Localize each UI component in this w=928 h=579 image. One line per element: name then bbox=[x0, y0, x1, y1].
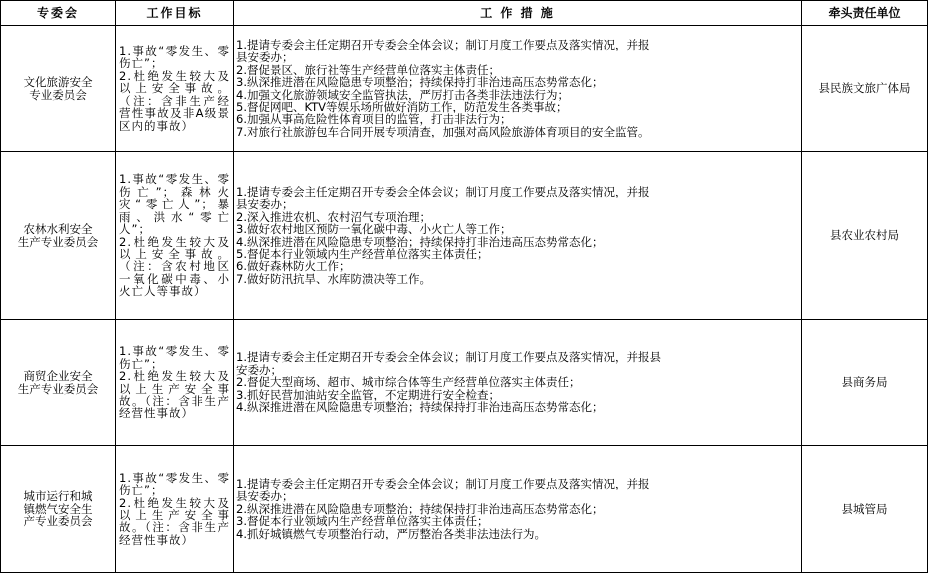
header-committee: 专委会 bbox=[1, 1, 116, 26]
measure-item: 7.对旅行社旅游包车合同开展专项清查，加强对高风险旅游体育项目的安全监管。 bbox=[236, 125, 650, 139]
measure-item: 3.抓好民营加油站安全监管，不定期进行安全检查； bbox=[236, 388, 500, 402]
lead-unit-cell: 县城管局 bbox=[802, 446, 928, 573]
table-row bbox=[1, 26, 928, 152]
committee-name-line: 城市运行和城 bbox=[23, 490, 93, 503]
measures-cell bbox=[234, 446, 802, 573]
goal-item: 1.事故“零发生、零伤亡”； bbox=[119, 344, 230, 371]
committee-cell bbox=[1, 26, 116, 152]
measure-item: 安委办； bbox=[236, 363, 282, 377]
header-measures: 工 作 措 施 bbox=[234, 1, 802, 26]
measure-item: 3.纵深推进潜在风险隐患专项整治；持续保持打非治违高压态势常态化； bbox=[236, 76, 604, 89]
goal-item: 1.事故“零发生、零伤亡”；森林火灾“零亡人”；暴雨、洪水“零亡人”； bbox=[119, 172, 230, 237]
goal-item: 1.事故“零发生、零伤亡”； bbox=[119, 470, 230, 498]
goal-cell bbox=[116, 26, 234, 152]
measure-item: 1.提请专委会主任定期召开专委会全体会议；制订月度工作要点及落实情况，并报 bbox=[236, 38, 650, 52]
measure-item: 1.提请专委会主任定期召开专委会全体会议；制订月度工作要点及落实情况，并报 bbox=[236, 185, 650, 199]
table-row bbox=[1, 152, 928, 320]
measure-item: 6.做好森林防火工作； bbox=[236, 260, 351, 273]
goal-item: 2.杜绝发生较大及以上生产安全事故。（注：含非生产经营性事故） bbox=[119, 369, 230, 421]
measure-item: 4.抓好城镇燃气专项整治行动，严厉整治各类非法违法行为。 bbox=[236, 527, 546, 541]
committee-name-line: 生产专业委员会 bbox=[17, 235, 99, 248]
measures-cell bbox=[234, 26, 802, 152]
measure-item: 5.督促本行业领域内生产经营单位落实主体责任； bbox=[236, 247, 489, 261]
measure-item: 4.纵深推进潜在风险隐患专项整治；持续保持打非治违高压态势常态化； bbox=[236, 235, 604, 248]
table-row bbox=[1, 446, 928, 573]
measure-item: 2.深入推进农机、农村沼气专项治理； bbox=[236, 210, 431, 224]
measure-item: 3.督促本行业领域内生产经营单位落实主体责任； bbox=[236, 515, 489, 528]
measure-item: 5.督促网吧、KTV等娱乐场所做好消防工作，防范发生各类事故； bbox=[236, 100, 568, 114]
goal-item: 2.杜绝发生较大及以上安全事故。（注：含非生产经营性事故及非A级景区内的事故） bbox=[119, 68, 230, 133]
lead-unit-cell: 县民族文旅广体局 bbox=[802, 26, 928, 152]
measure-item: 县安委办； bbox=[236, 490, 294, 503]
table-row bbox=[1, 320, 928, 446]
committee-name-line: 生产专业委员会 bbox=[17, 382, 99, 395]
lead-unit-cell: 县农业农村局 bbox=[802, 152, 928, 320]
committee-name-line: 镇燃气安全生 bbox=[23, 502, 93, 516]
header-lead-unit: 牵头责任单位 bbox=[802, 1, 928, 26]
goal-cell bbox=[116, 446, 234, 573]
measure-item: 2.纵深推进潜在风险隐患专项整治；持续保持打非治违高压态势常态化； bbox=[236, 502, 604, 516]
committee-name-line: 产专业委员会 bbox=[23, 515, 93, 528]
measure-item: 1.提请专委会主任定期召开专委会全体会议；制订月度工作要点及落实情况，并报 bbox=[236, 477, 650, 491]
measure-item: 7.做好防汛抗旱、水库防溃决等工作。 bbox=[236, 272, 431, 286]
measure-item: 4.纵深推进潜在风险隐患专项整治；持续保持打非治违高压态势常态化； bbox=[236, 401, 604, 414]
lead-unit-cell: 县商务局 bbox=[802, 320, 928, 446]
committee-cell bbox=[1, 446, 116, 573]
measures-cell bbox=[234, 320, 802, 446]
measure-item: 县安委办； bbox=[236, 198, 294, 211]
measure-item: 4.加强文化旅游领域安全监管执法，严厉打击各类非法违法行为； bbox=[236, 88, 569, 101]
goal-cell bbox=[116, 320, 234, 446]
committee-name-line: 农林水利安全 bbox=[23, 223, 93, 236]
measures-cell bbox=[234, 152, 802, 320]
goal-item: 1.事故“零发生、零伤亡”； bbox=[119, 44, 230, 71]
committee-name-line: 专业委员会 bbox=[29, 88, 87, 101]
measure-item: 3.做好农村地区预防一氧化碳中毒、小火亡人等工作； bbox=[236, 223, 512, 236]
committee-name-line: 商贸企业安全 bbox=[23, 370, 93, 383]
table-header-row bbox=[1, 1, 928, 26]
committee-cell bbox=[1, 320, 116, 446]
measure-item: 2.督促景区、旅行社等生产经营单位落实主体责任； bbox=[236, 63, 500, 77]
goal-cell bbox=[116, 152, 234, 320]
measure-item: 6.加强从事高危险性体育项目的监管，打击非法行为； bbox=[236, 113, 512, 126]
goal-item: 2.杜绝发生较大及以上生产安全事故。（注：含非生产经营性事故） bbox=[119, 495, 230, 547]
measure-item: 县安委办； bbox=[236, 51, 294, 64]
committee-cell bbox=[1, 152, 116, 320]
measure-item: 2.督促大型商场、超市、城市综合体等生产经营单位落实主体责任； bbox=[236, 376, 581, 389]
measure-item: 1.提请专委会主任定期召开专委会全体会议；制订月度工作要点及落实情况，并报县 bbox=[236, 351, 661, 364]
committee-name-line: 文化旅游安全 bbox=[23, 76, 93, 89]
goal-item: 2.杜绝发生较大及以上安全事故。（注：含农村地区一氧化碳中毒、小火亡人等事故） bbox=[119, 234, 230, 299]
header-goal: 工作目标 bbox=[116, 1, 234, 26]
